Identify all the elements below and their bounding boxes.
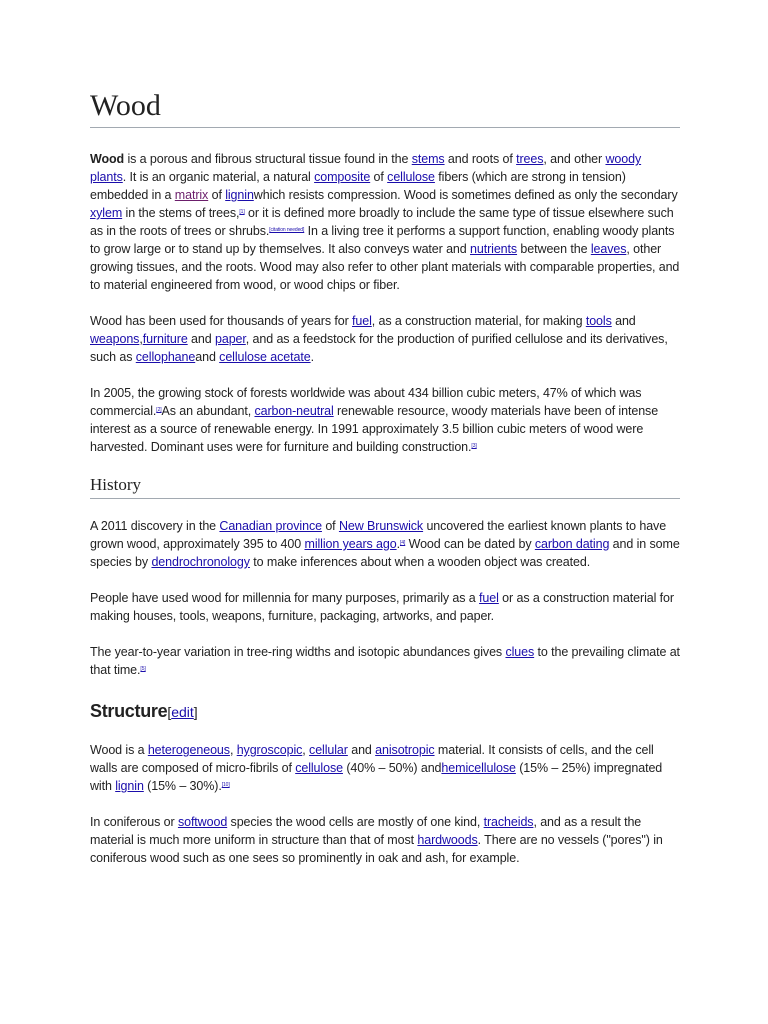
link-hemicellulose[interactable]: hemicellulose <box>441 761 516 775</box>
link-cellulose-acetate[interactable]: cellulose acetate <box>219 350 311 364</box>
structure-paragraph-2: In coniferous or softwood species the wood cells are mostly of one kind, tracheids, and as a result the material is much more uniform in structure than that of most hardwoods. There are no vessels ("pores") in coniferous wood such as one sees so prominently in oak and ash, for example. <box>90 815 663 865</box>
link-composite[interactable]: composite <box>314 170 371 184</box>
link-hygroscopic[interactable]: hygroscopic <box>236 743 303 757</box>
link-lignin[interactable]: lignin <box>225 188 254 202</box>
citation-link[interactable]: [1] <box>239 209 245 215</box>
citation-needed-marker <box>269 227 304 233</box>
page-title: Wood <box>90 88 680 128</box>
intro-paragraph-1: Wood is a porous and fibrous structural tissue found in the stems and roots of trees, and other woody plants. It is an organic material, a natural composite of cellulose fibers (which are strong in tension) embedded in a matrix of ligninwhich resists compression. Wood is sometimes defined as only the secondary xylem in the stems of trees,[1] or it is defined more broadly to include the same type of tissue elsewhere such as in the roots of trees or shrubs.[citation needed] In a living tree it performs a support function, enabling woody plants to grow large or to stand up by themselves. It also conveys water and nutrients between the leaves, other growing tissues, and the roots. Wood may also refer to other plant materials with comparable properties, and to material engineered from wood, or wood chips or fiber. <box>90 152 680 292</box>
history-paragraph-3: The year-to-year variation in tree-ring widths and isotopic abundances gives clues to the prevailing climate at that time.[5] <box>90 645 680 677</box>
link-fuel[interactable]: fuel <box>479 591 499 605</box>
citation-link[interactable]: [4] <box>399 540 406 546</box>
reference-marker <box>222 782 230 788</box>
link-xylem[interactable]: xylem <box>90 206 123 220</box>
link-canadian-province[interactable]: Canadian province <box>219 519 322 533</box>
structure-paragraph-1: Wood is a heterogeneous, hygroscopic, cellular and anisotropic material. It consists of cells, and the cell walls are composed of micro-fibrils of cellulose (40% – 50%) andhemicellulose (15% – 25%) impregnated with lignin (15% – 30%).[10] <box>90 743 663 793</box>
citation-needed-link[interactable]: [citation needed] <box>269 227 305 233</box>
link-hardwoods[interactable]: hardwoods <box>417 833 478 847</box>
link-tools[interactable]: tools <box>585 314 612 328</box>
link-woody-plants[interactable]: woody plants <box>90 152 642 184</box>
edit-link[interactable]: edit <box>171 704 194 720</box>
intro-paragraph-3: In 2005, the growing stock of forests worldwide was about 434 billion cubic meters, 47% of which was commercial.[2]As an abundant, carbon-neutral renewable resource, woody materials have been of intense interest as a source of renewable energy. In 1991 approximately 3.5 billion cubic meters of wood were harvested. Dominant uses were for furniture and building construction.[3] <box>90 386 659 454</box>
link-stems[interactable]: stems <box>411 152 445 166</box>
citation-link[interactable]: [5] <box>140 666 146 672</box>
link-softwood[interactable]: softwood <box>177 815 228 829</box>
link-nutrients[interactable]: nutrients <box>470 242 518 256</box>
link-new-brunswick[interactable]: New Brunswick <box>338 519 424 533</box>
link-dendrochronology[interactable]: dendrochronology <box>151 555 250 569</box>
link-cellulose[interactable]: cellulose <box>295 761 343 775</box>
term-bold: Wood <box>90 152 125 166</box>
link-clues[interactable]: clues <box>505 645 535 659</box>
link-trees[interactable]: trees <box>516 152 544 166</box>
history-paragraph-1: A 2011 discovery in the Canadian province of New Brunswick uncovered the earliest known plants to have grown wood, approximately 395 to 400 million years ago.[4] Wood can be dated by carbon dating and in some species by dendrochronology to make inferences about when a wooden object was created. <box>90 519 680 569</box>
link-paper[interactable]: paper <box>215 332 246 346</box>
link-cellular[interactable]: cellular <box>309 743 348 757</box>
link-furniture[interactable]: furniture <box>142 332 188 346</box>
link-cellophane[interactable]: cellophane <box>135 350 196 364</box>
section-heading-structure: Structure[edit] <box>90 701 198 721</box>
reference-marker <box>140 666 145 672</box>
article-body <box>90 88 680 867</box>
link-carbon-neutral[interactable]: carbon-neutral <box>254 404 334 418</box>
reference-marker <box>471 443 476 449</box>
link-lignin[interactable]: lignin <box>115 779 144 793</box>
section-heading-history: History <box>90 474 680 499</box>
history-paragraph-2: People have used wood for millennia for many purposes, primarily as a fuel or as a construction material for making houses, tools, weapons, furniture, packaging, artworks, and paper. <box>90 591 674 623</box>
link-fuel[interactable]: fuel <box>352 314 372 328</box>
link-matrix[interactable]: matrix <box>174 188 209 202</box>
link-tracheids[interactable]: tracheids <box>483 815 534 829</box>
citation-link[interactable]: [3] <box>471 443 477 449</box>
link-leaves[interactable]: leaves <box>590 242 627 256</box>
citation-link[interactable]: [2] <box>156 407 162 413</box>
link-anisotropic[interactable]: anisotropic <box>375 743 435 757</box>
citation-link[interactable]: [10] <box>221 782 230 788</box>
link-weapons[interactable]: weapons <box>90 332 140 346</box>
link-heterogeneous[interactable]: heterogeneous <box>147 743 230 757</box>
intro-paragraph-2: Wood has been used for thousands of years for fuel, as a construction material, for making tools and weapons,furniture and paper, and as a feedstock for the production of purified cellulose and its derivatives, such as cellophaneand cellulose acetate. <box>90 314 668 364</box>
link-million-years-ago[interactable]: million years ago <box>304 537 397 551</box>
edit-section-link: [edit] <box>167 704 198 720</box>
link-carbon-dating[interactable]: carbon dating <box>534 537 610 551</box>
link-cellulose[interactable]: cellulose <box>387 170 435 184</box>
